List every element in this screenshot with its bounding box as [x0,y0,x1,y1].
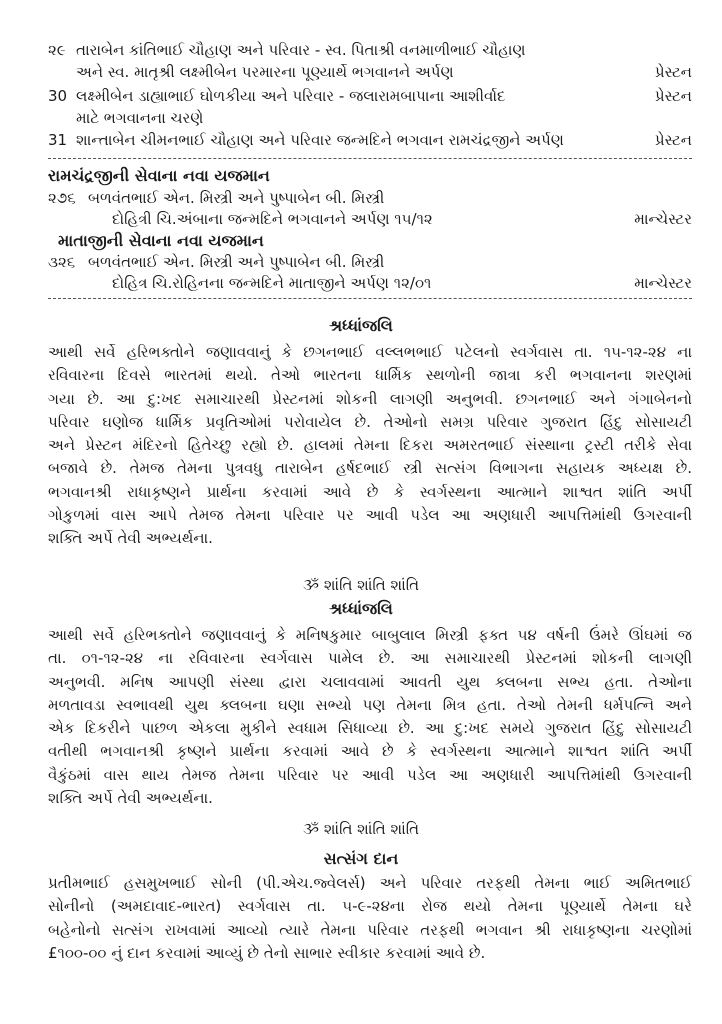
tribute1-title: શ્રધ્ધાંજલિ [329,316,393,335]
paragraph-line: રવિવારના દિવસે ભારતમાં થયો. તેઓ ભારતના ધાર્મિક સ્થળોની જાત્રા કરી ભગવાનના શરણમાં [48,366,692,385]
paragraph-line: ભગવાનશ્રી રાધાકૃષ્ણને પ્રાર્થના કરવામાં આવે છે કે સ્વર્ગસ્થના આત્માને શાશ્વત શાંતિ અર્પી [48,482,692,501]
tribute2-title: શ્રધ્ધાંજલિ [329,599,393,618]
paragraph-line: બજાવે છે. તેમજ તેમના પુત્રવધુ તારાબેન હર્ષદભાઈ સ્ત્રી સત્સંગ વિભાગના સહાયક અધ્યક્ષ છે. [48,459,692,478]
donor-list-item [48,85,692,107]
paragraph-line: ગોકુળમાં વાસ આપે તેમજ તેમના પરિવાર પર આવી પડેલ આ અણધારી આપત્તિમાંથી ઉગરવાની [48,506,692,525]
paragraph-line: વતીથી ભગવાનશ્રી કૃષ્ણને પ્રાર્થના કરવામાં આવે છે કે સ્વર્ગસ્થના આત્માને શાશ્વત શાંતિ અર્પી [48,742,692,761]
entry-text: બળવંતભાઈ એન. મિસ્ત્રી અને પુષ્પાબેન બી. મિસ્ત્રી [88,253,385,271]
donor-list-item [48,129,692,151]
entry-detail: દોહિત્રી ચિ.અંબાના જન્મદિને ભગવાનને અર્પણ ૧૫/૧૨ [112,210,433,228]
donor-list-item [48,107,692,129]
paragraph-line: તા. ૦૧-૧૨-૨૪ ના રવિવારના સ્વર્ગવાસ પામેલ છે. આ સમાચારથી પ્રેસ્ટનમાં શોકની લાગણી [48,649,692,668]
paragraph-line: વૈકુંઠમાં વાસ થાય તેમજ તેમના પરિવાર પર આવી પડેલ આ અણધારી આપત્તિમાંથી ઉગરવાની [48,765,692,784]
entry-place: પ્રેસ્ટન [654,87,692,105]
paragraph-line: આથી સર્વે હરિભક્તોને જણાવવાનું કે છગનભાઈ વલ્લભભાઈ પટેલનો સ્વર્ગવાસ તા. ૧૫-૧૨-૨૪ ના [48,343,692,361]
entry-text: માટે ભગવાનના ચરણે [76,109,204,127]
paragraph-line: અનુભવી. મનિષ આપણી સંસ્થા દ્વારા ચલાવવામાં આવતી યુથ ક્લબના સભ્ય હતા. તેઓના [48,672,692,691]
paragraph-line: સોનીનો (અમદાવાદ-ભારત) સ્વર્ગવાસ તા. ૫-૯-૨૪ના રોજ થયો તેમના પૂણ્યાર્થે તેમના ઘરે [48,897,692,916]
entry-text: બળવંતભાઈ એન. મિસ્ત્રી અને પુષ્પાબેન બી. મિસ્ત્રી [88,189,385,207]
entry-place: માન્ચેસ્ટર [634,210,692,228]
tribute1-paragraph [48,341,692,551]
entry-number: ૨૯ [48,41,66,59]
paragraph-line: શક્તિ અર્પે તેવી અભ્યર્થના. [48,529,213,548]
donation-paragraph [48,872,692,965]
ram-section-heading: રામચંદ્રજીની સેવાના નવા યજમાન [48,166,270,185]
entry-place: પ્રેસ્ટન [654,63,692,81]
entry-detail: દોહિત્ર ચિ.રોહિનના જન્મદિને માતાજીને અર્પણ ૧૨/૦૧ [112,274,432,292]
entry-number: ૨૭૬ [48,189,76,207]
tribute2-paragraph [48,624,692,810]
paragraph-line: એક દિકરીને પાછળ એકલા મુકીને સ્વધામ સિધાવ્યા છે. આ દુ:ખદ સમયે ગુજરાત હિંદુ સોસાયટી [48,719,692,738]
dashed-divider [48,158,692,159]
entry-place: પ્રેસ્ટન [654,131,692,149]
paragraph-line: અને પ્રેસ્ટન મંદિરનો હિતેચ્છુ રહ્યો છે. હાલમાં તેમના દિકરા અમરતભાઈ સંસ્થાના ટ્રસ્ટી તરીકે સેવા [48,436,692,455]
donation-title: સત્સંગ દાન [323,849,399,868]
entry-place: માન્ચેસ્ટર [634,274,692,292]
entry-text: શાન્તાબેન ચીમનભાઈ ચૌહાણ અને પરિવાર જન્મદિને ભગવાન રામચંદ્રજીને અર્પણ [76,131,564,149]
tribute2-closing: ૐ શાંતિ શાંતિ શાંતિ [302,820,420,838]
entry-text: તારાબેન કાંતિભાઈ ચૌહાણ અને પરિવાર - સ્વ. પિતાશ્રી વનમાળીભાઈ ચૌહાણ [76,41,526,59]
paragraph-line: પ્રતીમભાઈ હસમુખભાઈ સોની (પી.એચ.જ્વેલર્સ) અને પરિવાર તરફથી તેમના ભાઈ અમિતભાઈ [48,874,692,892]
mataji-section-heading: માતાજીની સેવાના નવા યજમાન [58,231,264,250]
entry-text: લક્ષ્મીબેન ડાહ્યાભાઈ ઘોળકીયા અને પરિવાર - જલારામબાપાના આશીર્વાદ [76,87,506,105]
paragraph-line: પરિવાર ઘણોજ ધાર્મિક પ્રવૃતિઓમાં પરોવાયેલ છે. તેઓનો સમગ્ર પરિવાર ગુજરાત હિંદુ સોસાયટી [48,412,692,431]
entry-number: 30 [48,87,68,105]
entry-text: અને સ્વ. માતૃશ્રી લક્ષ્મીબેન પરમારના પૂણ્યાર્થે ભગવાનને અર્પણ [76,63,454,81]
tribute1-closing: ૐ શાંતિ શાંતિ શાંતિ [302,576,420,594]
paragraph-line: બહેનોનો સત્સંગ રાખવામાં આવ્યો ત્યારે તેમના પરિવાર તરફથી ભગવાન શ્રી રાધાકૃષ્ણના ચરણોમાં [48,920,692,939]
paragraph-line: આથી સર્વે હરિભક્તોને જણાવવાનું કે મનિષકુમાર બાબુલાલ મિસ્ત્રી ફક્ત ૫૪ વર્ષની ઉંમરે ઊંઘમાં જ [48,626,692,644]
paragraph-line: £૧૦૦-૦૦ નું દાન કરવામાં આવ્યું છે તેનો સાભાર સ્વીકાર કરવામાં આવે છે. [48,943,486,962]
donor-list-item [48,61,692,83]
paragraph-line: ગયા છે. આ દુ:ખદ સમાચારથી પ્રેસ્ટનમાં શોકની લાગણી અનુભવી. છગનભાઈ અને ગંગાબેનનો [48,389,692,408]
ram-entry [48,187,692,209]
entry-number: 31 [48,131,68,149]
donor-list-item [48,39,692,61]
mataji-entry-detail [48,272,692,294]
paragraph-line: શક્તિ અર્પે તેવી અભ્યર્થના. [48,789,213,808]
entry-number: ૩૨૬ [48,253,76,271]
paragraph-line: મળતાવડા સ્વભાવથી યુથ ક્લબના ઘણા સભ્યો પણ તેમના મિત્ર હતા. તેઓ તેમની ધર્મપત્નિ અને [48,695,692,714]
mataji-entry [48,251,692,273]
dashed-divider [48,298,692,299]
ram-entry-detail [48,208,692,230]
